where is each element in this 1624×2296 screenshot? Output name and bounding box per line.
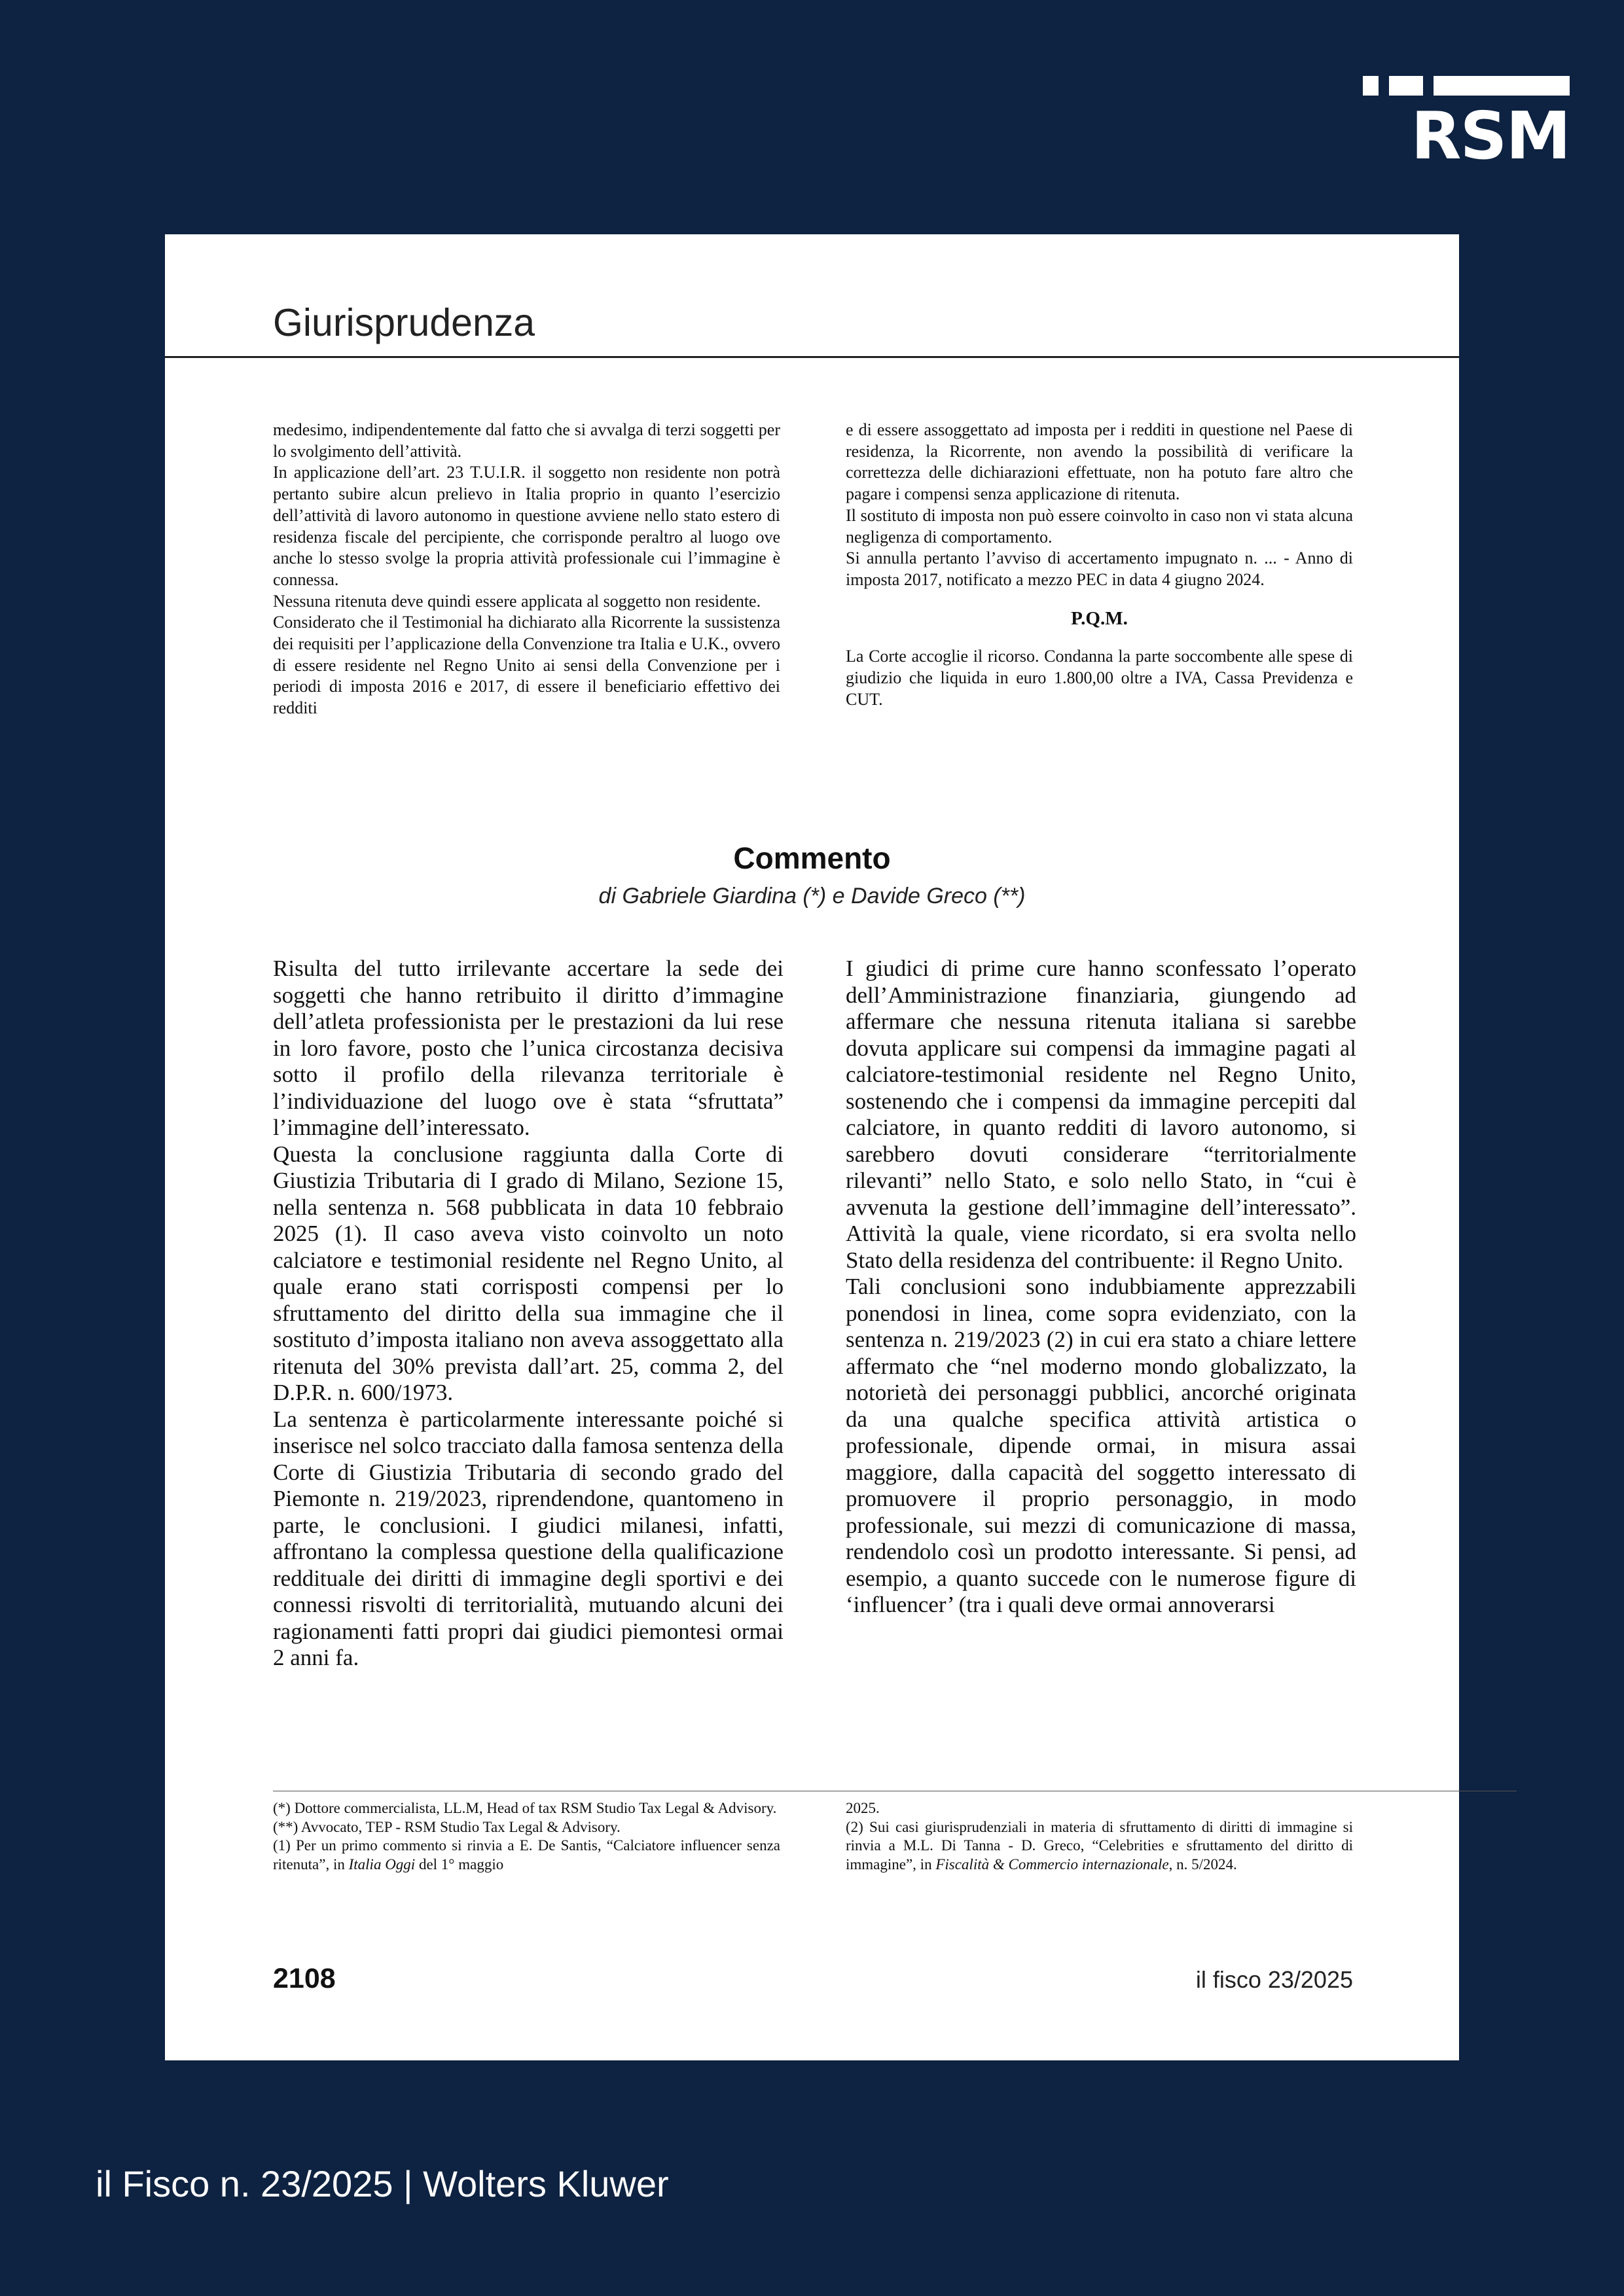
footnote-1-continued: 2025. — [846, 1800, 880, 1816]
issue-label: il fisco 23/2025 — [1195, 1966, 1353, 1993]
pqm-text: La Corte accoglie il ricorso. Condanna la parte soccombente alle spese di giudizio che liquida in euro 1.800,00 oltre a IVA, Cassa Previdenza e CUT. — [846, 647, 1353, 709]
logo-bar-3 — [1434, 76, 1570, 96]
header-rule — [165, 356, 1459, 358]
rsm-logo — [1363, 76, 1570, 174]
footnote-1: (1) Per un primo commento si rinvia a E. De Santis, “Calciatore influencer senza ritenuta”, in Italia Oggi del 1° maggio — [273, 1837, 780, 1873]
footnote-2: (2) Sui casi giurisprudenziali in materia di sfruttamento di diritti di immagine si rinvia a M.L. Di Tanna - D. Greco, “Celebrities e sfruttamento del diritto di immagine”, in Fiscalità & Commercio internazionale, n. 5/2024. — [846, 1818, 1353, 1873]
sentence-paragraph: Si annulla pertanto l’avviso di accertamento impugnato n. ... - Anno di imposta 2017, notificato a mezzo PEC in data 4 giugno 2024. — [846, 548, 1353, 589]
pqm-heading: P.Q.M. — [1071, 607, 1128, 629]
sentence-paragraph: e di essere assoggettato ad imposta per i redditi in questione nel Paese di residenza, la Ricorrente, non avendo la possibilità di verificare la correttezza delle dichiarazioni effettuate, non ha potuto fare altro che pagare i compensi senza applicazione di ritenuta. — [846, 420, 1353, 504]
sentence-paragraph: medesimo, indipendentemente dal fatto che si avvalga di terzi soggetti per lo svolgimento dell’attività. — [273, 420, 780, 461]
comment-paragraph: Risulta del tutto irrilevante accertare la sede dei soggetti che hanno retribuito il diritto d’immagine dell’atleta professionista per le prestazioni da lui rese in loro favore, posto che l’unica circostanza decisiva sotto il profilo della rilevanza territoriale è l’individuazione del luogo ove è stata “sfruttata” l’immagine dell’interessato. — [273, 956, 784, 1140]
footnote-author-2: (**) Avvocato, TEP - RSM Studio Tax Legal & Advisory. — [273, 1818, 621, 1835]
comment-paragraph: La sentenza è particolarmente interessante poiché si inserisce nel solco tracciato dalla famosa sentenza della Corte di Giustizia Tributaria di secondo grado del Piemonte n. 219/2023, riprendendone, quantomeno in parte, le conclusioni. I giudici milanesi, infatti, affrontano la complessa questione della qualificazione reddituale dei diritti di immagine degli sportivi e dei connessi risvolti di territorialità, mutuando alcuni dei ragionamenti fatti propri dai giudici piemontesi ormai 2 anni fa. — [273, 1406, 784, 1670]
sentence-paragraph: In applicazione dell’art. 23 T.U.I.R. il soggetto non residente non potrà pertanto subire alcun prelievo in Italia proprio in quanto l’esercizio dell’attività di lavoro autonomo in questione avviene nello stato estero di residenza fiscale del percipiente, che corrisponde peraltro al luogo ove anche lo stesso svolge la propria attività professionale cui l’immagine è connessa. — [273, 463, 780, 589]
sentence-paragraph: Il sostituto di imposta non può essere coinvolto in caso non vi stata alcuna negligenza di comportamento. — [846, 505, 1353, 547]
footnote-author-1: (*) Dottore commercialista, LL.M, Head of tax RSM Studio Tax Legal & Advisory. — [273, 1800, 777, 1816]
sentence-column-left — [273, 420, 780, 719]
comment-column-left — [273, 956, 784, 1672]
comment-title: Commento — [733, 841, 891, 875]
comment-authors: di Gabriele Giardina (*) e Davide Greco (**) — [598, 884, 1026, 908]
sentence-paragraph: Nessuna ritenuta deve quindi essere applicata al soggetto non residente. — [273, 591, 761, 611]
logo-bar-2 — [1389, 76, 1423, 96]
page-number: 2108 — [273, 1963, 336, 1994]
publication-caption: il Fisco n. 23/2025 | Wolters Kluwer — [96, 2163, 669, 2204]
logo-text: RSM — [1411, 98, 1570, 174]
document-page — [165, 234, 1459, 2060]
sentence-column-right — [846, 420, 1353, 710]
section-title: Giurisprudenza — [273, 301, 535, 344]
comment-column-right — [846, 956, 1356, 1619]
comment-paragraph: I giudici di prime cure hanno sconfessato l’operato dell’Amministrazione finanziaria, giungendo ad affermare che nessuna ritenuta italiana si sarebbe dovuta applicare sui compensi da immagine pagati al calciatore-testimonial residente nel Regno Unito, sostenendo che i compensi da immagine percepiti dal calciatore, in quanto redditi di lavoro autonomo, si sarebbero dovuti considerare “territorialmente rilevanti” nello Stato, e solo nello Stato, in “cui è avvenuta la gestione dell’immagine dell’interessato”. Attività la quale, viene ricordato, si era svolta nello Stato della residenza del contribuente: il Regno Unito. — [846, 956, 1356, 1273]
comment-paragraph: Tali conclusioni sono indubbiamente apprezzabili ponendosi in linea, come sopra evidenziato, con la sentenza n. 219/2023 (2) in cui era stato a chiare lettere affermato che “nel moderno mondo globalizzato, la notorietà dei personaggi pubblici, ancorché originata da una qualche specifica attività artistica o professionale, dipende ormai, in misura assai maggiore, dalla capacità del soggetto interessato di promuovere il proprio personaggio, in modo professionale, sui mezzi di comunicazione di massa, rendendolo così un prodotto interessante. Si pensi, ad esempio, a quanto succede con le numerose figure di ‘influencer’ (tra i quali deve ormai annoverarsi — [846, 1274, 1356, 1617]
comment-paragraph: Questa la conclusione raggiunta dalla Corte di Giustizia Tributaria di I grado di Milano, Sezione 15, nella sentenza n. 568 pubblicata in data 10 febbraio 2025 (1). Il caso aveva visto coinvolto un noto calciatore e testimonial residente nel Regno Unito, al quale erano stati corrisposti compensi per lo sfruttamento del diritto della sua immagine che il sostituto d’imposta italiano non aveva assoggettato alla ritenuta del 30% prevista dall’art. 25, comma 2, del D.P.R. n. 600/1973. — [273, 1141, 784, 1405]
logo-bar-1 — [1363, 76, 1379, 96]
footnotes-left — [273, 1799, 780, 1874]
footnotes-right — [846, 1799, 1353, 1874]
sentence-paragraph: Considerato che il Testimonial ha dichiarato alla Ricorrente la sussistenza dei requisiti per l’applicazione della Convenzione tra Italia e U.K., ovvero di essere residente nel Regno Unito ai sensi della Convenzione per i periodi di imposta 2016 e 2017, di essere il beneficiario effettivo dei redditi — [273, 613, 780, 718]
